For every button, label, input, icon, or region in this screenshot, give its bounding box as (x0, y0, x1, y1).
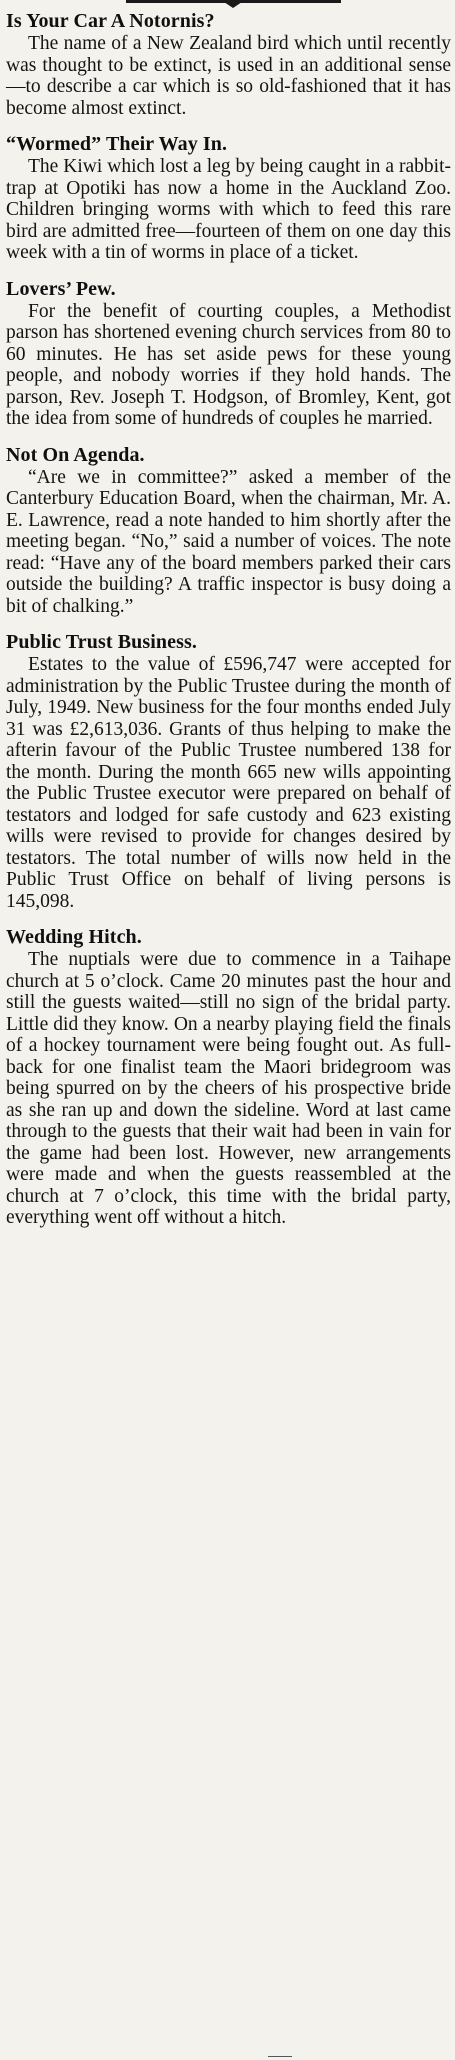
article-body: Estates to the value of £596,747 were accepted for administration by the Public Trustee during the month of July, 1949. New business for the four months ended July 31 was £2,613,036. Grants of thus helping to make the afterin favour of the Public Trustee numbered 138 for the month. During the month 665 new wills appointing the Public Trustee executor were prepared on behalf of testators and lodged for safe custody and 623 existing wills were revised to provide for changes desired by testators. The total number of wills now held in the Public Trust Office on behalf of living persons is 145,098. (6, 654, 451, 912)
article-lovers-pew (6, 277, 451, 430)
article-heading: “Wormed” Their Way In. (6, 133, 228, 155)
article-not-on-agenda (6, 443, 451, 618)
article-public-trust (6, 630, 451, 912)
end-mark (268, 2056, 292, 2057)
top-divider (6, 0, 451, 9)
article-body: For the benefit of courting couples, a Methodist parson has shortened evening church services from 80 to 60 minutes. He has set aside pews for these young people, and nobody worries if they hold hands. The parson, Rev. Joseph T. Hodgson, of Bromley, Kent, got the idea from some of hundreds of couples he married. (6, 300, 451, 429)
article-body: “Are we in committee?” asked a member of the Canterbury Education Board, when the chairman, Mr. A. E. Lawrence, read a note handed to him shortly after the meeting began. “No,” said a number of voices. The note read: “Have any of the board members parked their cars outside the building? A traffic inspector is busy doing a bit of chalking.” (6, 466, 451, 617)
article-heading: Lovers’ Pew. (6, 277, 116, 300)
article-heading: Not On Agenda. (6, 443, 145, 466)
article-body: The name of a New Zealand bird which until recently was thought to be extinct, is used in an additional sense—to describe a car which is so old-fashioned that it has become almost extinct. (6, 33, 451, 119)
article-heading: Wedding Hitch. (6, 926, 142, 948)
article-body: The nuptials were due to commence in a Taihape church at 5 o’clock. Came 20 minutes past the hour and still the guests waited—still no sign of the bridal party. Little did they know. On a nearby playing field the finals of a hockey tournament were being fought out. As full-back for one finalist team the Maori bridegroom was being spurred on by the cheers of his prospective bride as she ran up and down the sideline. Word at last came through to the guests that their wait had been in vain for the game had been lost. However, new arrangements were made and when the guests reassembled at the church at 7 o’clock, this time with the bridal party, everything went off without a hitch. (6, 949, 451, 1228)
article-car-notornis (6, 9, 451, 119)
article-heading: Public Trust Business. (6, 631, 197, 653)
article-wedding-hitch (6, 925, 451, 1229)
divider-arrow-icon (224, 2, 242, 8)
article-body: The Kiwi which lost a leg by being caught in a rabbit-trap at Opotiki has now a home in the Auckland Zoo. Children bringing worms with which to feed this rare bird are admitted free—fourteen of them on one day this week with a tin of worms in place of a ticket. (6, 156, 451, 263)
article-heading: Is Your Car A Notornis? (6, 10, 215, 32)
article-wormed-their-way (6, 132, 451, 264)
